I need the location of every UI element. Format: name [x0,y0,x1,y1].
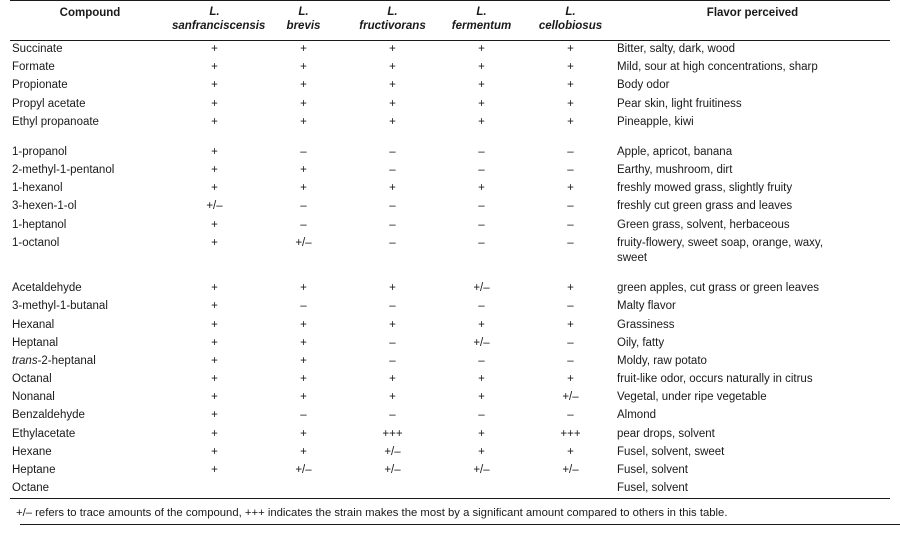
cell-cellobiosus: – [567,409,574,422]
table-row [10,316,890,334]
cell-brevis: + [300,115,307,128]
cell-cellobiosus: + [567,97,574,110]
column-header-cellobiosus [526,1,615,41]
cell-brevis: + [300,282,307,295]
cell-compound: 1-hexanol [12,182,63,195]
cell-brevis: + [300,336,307,349]
cell-cellobiosus: – [567,200,574,213]
cell-sanfranciscensis: + [211,97,218,110]
species-name: brevis [286,19,321,32]
cell-compound: Heptane [12,463,56,476]
cell-fermentum: – [478,145,485,158]
cell-fermentum: – [478,409,485,422]
cell-fructivorans: – [389,236,396,249]
cell-sanfranciscensis: + [211,218,218,231]
cell-compound: Hexane [12,445,52,458]
table-row [10,480,890,499]
column-header-fermentum [437,1,526,41]
cell-brevis: + [300,391,307,404]
genus-abbrev: L. [476,6,487,18]
cell-cellobiosus: – [567,354,574,367]
cell-brevis: + [300,445,307,458]
cell-fermentum: – [478,164,485,177]
cell-sanfranciscensis: + [211,282,218,295]
table-row [10,180,890,198]
column-header-brevis [259,1,348,41]
cell-sanfranciscensis: + [211,61,218,74]
cell-flavor: Vegetal, under ripe vegetable [617,391,767,404]
cell-compound: 3-methyl-1-butanal [12,300,108,313]
cell-fermentum: – [478,200,485,213]
cell-cellobiosus: + [567,445,574,458]
cell-fructivorans: +/– [384,463,401,476]
cell-flavor: Fusel, solvent, sweet [617,445,725,458]
cell-brevis: + [300,164,307,177]
cell-compound: 1-octanol [12,236,60,249]
species-name: fermentum [451,19,512,32]
cell-fructivorans: + [389,97,396,110]
cell-compound: Ethyl propanoate [12,115,99,128]
cell-cellobiosus: – [567,145,574,158]
cell-fermentum: + [478,391,485,404]
cell-flavor: Fusel, solvent [617,482,688,495]
cell-compound: Nonanal [12,391,55,404]
table-row [10,40,890,59]
cell-sanfranciscensis: + [211,145,218,158]
cell-cellobiosus: + [567,61,574,74]
table-row [10,143,890,161]
cell-fermentum: – [478,236,485,249]
cell-cellobiosus: + [567,79,574,92]
cell-fructivorans: + [389,282,396,295]
cell-compound: 3-hexen-1-ol [12,200,77,213]
cell-flavor: freshly cut green grass and leaves [617,200,793,213]
table-row [10,371,890,389]
cell-fermentum [437,480,526,499]
table-row [10,407,890,425]
compound-flavor-table [10,0,890,524]
table-row [10,280,890,298]
cell-flavor: Green grass, solvent, herbaceous [617,218,790,231]
table-row [10,443,890,461]
cell-flavor: Moldy, raw potato [617,354,707,367]
cell-fermentum: – [478,218,485,231]
cell-sanfranciscensis: + [211,445,218,458]
cell-sanfranciscensis: + [211,409,218,422]
cell-cellobiosus: + [567,373,574,386]
cell-cellobiosus: + [567,115,574,128]
cell-compound: Propyl acetate [12,97,86,110]
cell-brevis: + [300,97,307,110]
cell-flavor: Oily, fatty [617,336,665,349]
cell-fermentum: +/– [473,336,490,349]
cell-cellobiosus: +/– [562,463,579,476]
cell-brevis: + [300,427,307,440]
cell-sanfranciscensis: + [211,336,218,349]
cell-flavor: Grassiness [617,318,675,331]
cell-fructivorans: + [389,318,396,331]
cell-compound: Octanal [12,373,52,386]
cell-flavor: freshly mowed grass, slightly fruity [617,182,793,195]
cell-cellobiosus: +++ [560,427,581,440]
cell-fermentum: + [478,427,485,440]
cell-compound: Formate [12,61,55,74]
cell-compound: Succinate [12,43,63,56]
cell-cellobiosus: – [567,218,574,231]
cell-cellobiosus: + [567,318,574,331]
cell-fructivorans: +++ [382,427,403,440]
cell-fructivorans: – [389,164,396,177]
cell-brevis: + [300,354,307,367]
genus-abbrev: L. [387,6,398,18]
cell-flavor: Malty flavor [617,300,676,313]
cell-fructivorans: + [389,391,396,404]
cell-cellobiosus: – [567,336,574,349]
group-spacer [10,131,890,143]
cell-sanfranciscensis: + [211,182,218,195]
table-row [10,59,890,77]
table-row [10,113,890,131]
cell-fructivorans: – [389,354,396,367]
cell-fructivorans: + [389,182,396,195]
column-header-sanfranciscensis [170,1,266,41]
cell-fermentum: +/– [473,463,490,476]
cell-flavor: pear drops, solvent [617,427,715,440]
cell-fermentum: +/– [473,282,490,295]
cell-fructivorans: +/– [384,445,401,458]
cell-flavor: Mild, sour at high concentrations, sharp [617,61,818,74]
cell-compound: Hexanal [12,318,55,331]
table-body [10,40,890,498]
table-bottom-rule [20,524,900,525]
cell-brevis: + [300,79,307,92]
genus-abbrev: L. [565,6,576,18]
cell-flavor: green apples, cut grass or green leaves [617,282,820,295]
cell-sanfranciscensis: + [211,79,218,92]
genus-abbrev: L. [298,6,309,18]
group-spacer [10,268,890,280]
cell-sanfranciscensis: + [211,43,218,56]
cell-flavor: Almond [617,409,656,422]
cell-brevis: + [300,43,307,56]
cell-fermentum: – [478,300,485,313]
cell-fructivorans: + [389,61,396,74]
cell-compound [10,352,170,370]
table-row [10,216,890,234]
table-row [10,461,890,479]
cell-brevis: +/– [295,463,312,476]
cell-compound: 1-heptanol [12,218,67,231]
cell-brevis [259,480,348,499]
table-row [10,425,890,443]
cell-brevis: + [300,182,307,195]
table-row [10,298,890,316]
cell-fermentum: + [478,445,485,458]
cell-fructivorans: – [389,145,396,158]
table-row [10,162,890,180]
cell-cellobiosus [526,480,615,499]
cell-fructivorans [348,480,437,499]
cell-flavor: Earthy, mushroom, dirt [617,164,733,177]
cell-flavor: Fusel, solvent [617,463,688,476]
cell-fermentum: – [478,354,485,367]
cell-compound: Acetaldehyde [12,282,82,295]
table-row [10,352,890,370]
cell-cellobiosus: + [567,282,574,295]
cell-cellobiosus: + [567,182,574,195]
cell-sanfranciscensis: + [211,318,218,331]
cell-fermentum: + [478,61,485,74]
cell-fructivorans: + [389,79,396,92]
cell-flavor: Bitter, salty, dark, wood [617,43,736,56]
cell-sanfranciscensis: + [211,115,218,128]
cell-sanfranciscensis: + [211,391,218,404]
column-header-fructivorans [348,1,437,41]
cell-fructivorans: – [389,200,396,213]
table-row [10,95,890,113]
cell-flavor: Pear skin, light fruitiness [617,97,742,110]
cell-compound: 1-propanol [12,145,67,158]
cell-compound: Ethylacetate [12,427,76,440]
compound-rest: -2-heptanal [37,354,96,367]
cell-fructivorans: + [389,115,396,128]
cell-brevis: + [300,318,307,331]
table-head [10,1,890,41]
genus-abbrev: L. [209,6,220,18]
species-name: sanfranciscensis [172,19,266,32]
cell-compound: Heptanal [12,336,59,349]
cell-cellobiosus: – [567,300,574,313]
table-row [10,334,890,352]
cell-sanfranciscensis: + [211,427,218,440]
cell-fermentum: + [478,115,485,128]
table-row [10,198,890,216]
table-row [10,389,890,407]
column-header-flavor: Flavor perceived [615,1,890,41]
cell-compound: Benzaldehyde [12,409,85,422]
cell-fermentum: + [478,79,485,92]
cell-flavor-line1: fruity-flowery, sweet soap, orange, waxy, [617,236,824,249]
table-foot [10,498,890,524]
cell-sanfranciscensis: + [211,236,218,249]
species-name: cellobiosus [538,19,603,32]
cell-cellobiosus: +/– [562,391,579,404]
cell-sanfranciscensis: + [211,463,218,476]
cell-brevis: – [300,300,307,313]
cell-sanfranciscensis: + [211,354,218,367]
cell-brevis: + [300,373,307,386]
cell-cellobiosus: + [567,43,574,56]
cell-fermentum: + [478,43,485,56]
cell-fermentum: + [478,182,485,195]
column-header-compound: Compound [10,1,170,41]
cell-sanfranciscensis [170,480,259,499]
cell-fermentum: + [478,373,485,386]
cell-sanfranciscensis: +/– [206,200,223,213]
cell-cellobiosus: – [567,164,574,177]
cell-compound: 2-methyl-1-pentanol [12,164,115,177]
cell-fructivorans: – [389,336,396,349]
cell-brevis: – [300,218,307,231]
cell-brevis: – [300,409,307,422]
cell-flavor: Body odor [617,79,670,92]
table-row [10,234,890,267]
cell-flavor: fruit-like odor, occurs naturally in citrus [617,373,813,386]
cell-flavor-line2: sweet [617,251,648,264]
cell-sanfranciscensis: + [211,164,218,177]
table-footnote: +/– refers to trace amounts of the compound, +++ indicates the strain makes the most by a significant amount compared to others in this table. [10,498,890,524]
cell-fructivorans: – [389,300,396,313]
cell-compound: Octane [12,482,50,495]
compound-italic-prefix: trans [12,354,38,367]
cell-brevis: – [300,145,307,158]
table-row [10,77,890,95]
cell-fructivorans: – [389,218,396,231]
cell-sanfranciscensis: + [211,300,218,313]
cell-flavor: Apple, apricot, banana [617,145,733,158]
cell-fermentum: + [478,97,485,110]
cell-brevis: + [300,61,307,74]
species-name: fructivorans [359,19,426,32]
cell-fructivorans: + [389,373,396,386]
cell-cellobiosus: – [567,236,574,249]
cell-sanfranciscensis: + [211,373,218,386]
cell-flavor [615,234,890,267]
cell-brevis: – [300,200,307,213]
cell-brevis: +/– [295,236,312,249]
cell-fructivorans: – [389,409,396,422]
cell-fructivorans: + [389,43,396,56]
cell-flavor: Pineapple, kiwi [617,115,694,128]
cell-compound: Propionate [12,79,68,92]
cell-fermentum: + [478,318,485,331]
